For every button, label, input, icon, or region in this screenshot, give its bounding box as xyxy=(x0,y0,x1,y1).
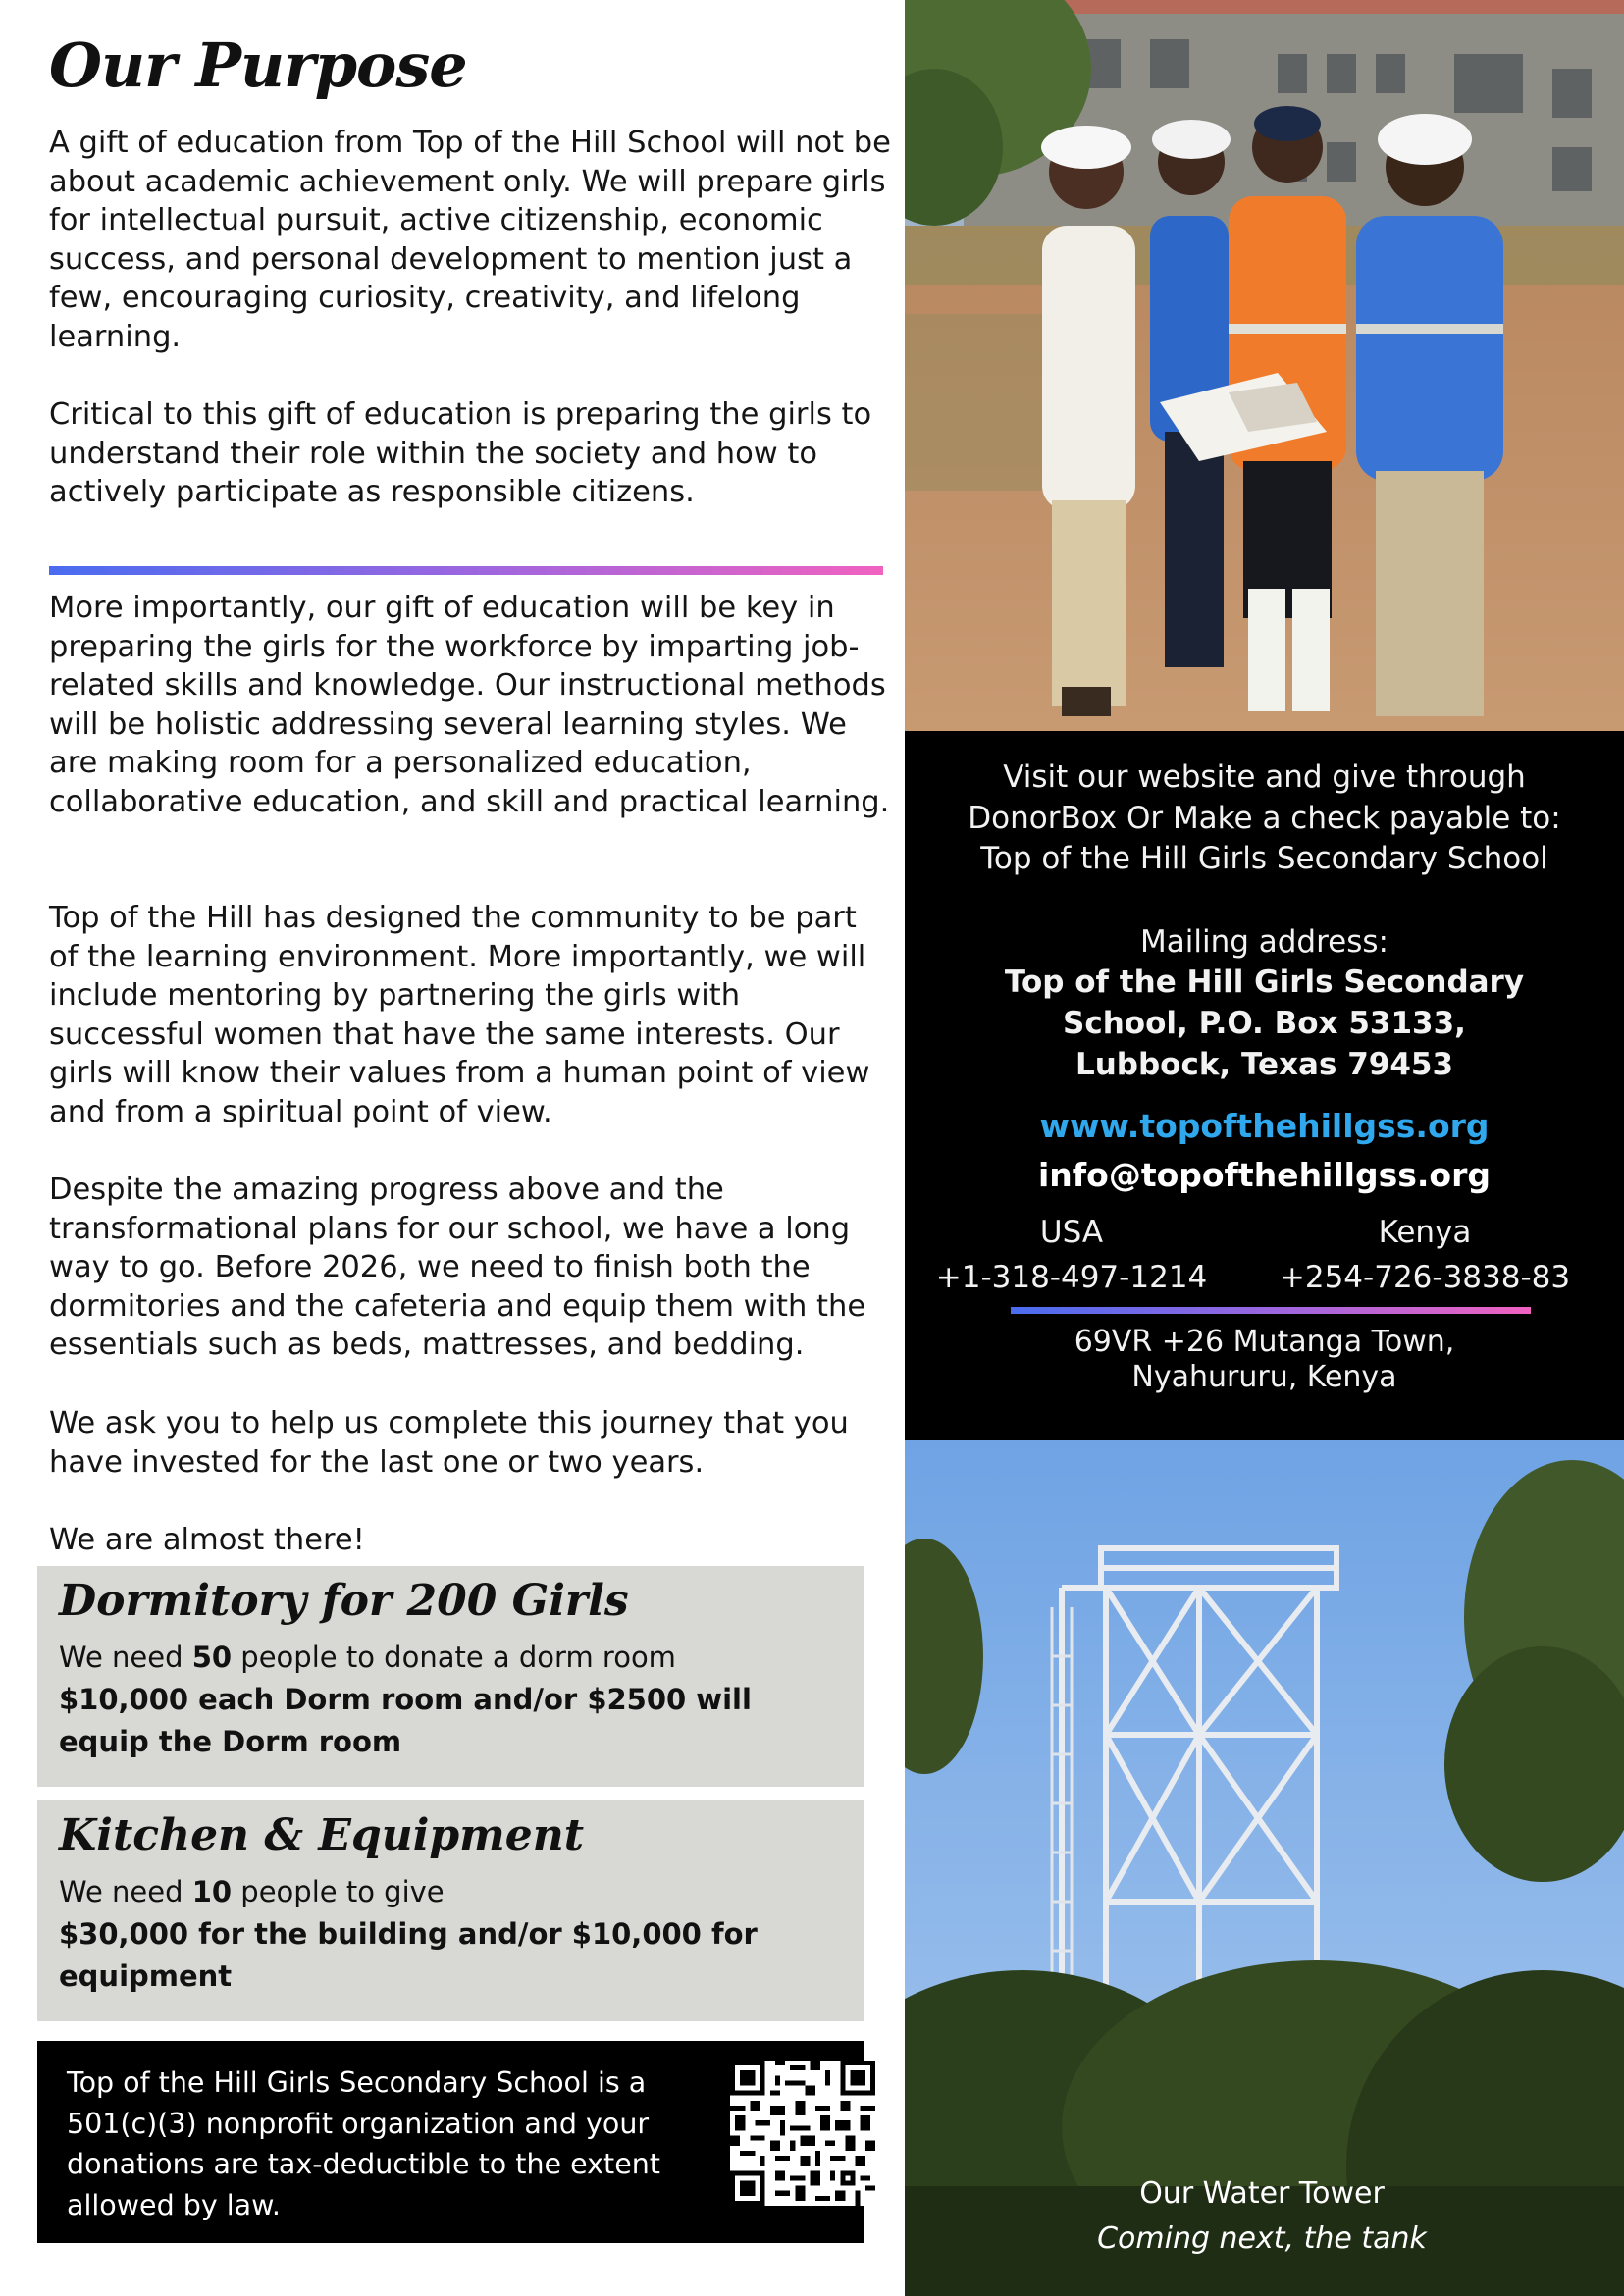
construction-team-photo xyxy=(905,0,1624,731)
donation-instructions: Visit our website and give through DonorBox Or Make a check payable to: Top of the Hill Girls Secondary School xyxy=(968,759,1561,876)
purpose-paragraph-3: More importantly, our gift of education will be key in preparing the girls for the workforce by imparting job-related skills and knowledge. Our instructional methods will be holistic addressing several learning styles. We are making room for a personalized education, collaborative education, and skill and practical learning. xyxy=(49,591,890,819)
kitchen-cost: $30,000 for the building and/or $10,000 for equipment xyxy=(59,1917,758,1993)
purpose-paragraph-2: Critical to this gift of education is preparing the girls to understand their role within the society and how to actively participate as responsible citizens. xyxy=(49,397,872,510)
dormitory-box xyxy=(37,1566,864,1787)
mailing-label: Mailing address: xyxy=(1140,924,1388,960)
contact-divider xyxy=(1011,1307,1531,1314)
water-tower-photo xyxy=(905,1440,1624,2296)
dormitory-need: We need 50 people to donate a dorm room xyxy=(59,1641,676,1674)
purpose-paragraph-7: We are almost there! xyxy=(49,1523,365,1557)
kitchen-title: Kitchen & Equipment xyxy=(59,1810,585,1860)
usa-label: USA xyxy=(1039,1215,1104,1250)
purpose-paragraph-5: Despite the amazing progress above and the transformational plans for our school, we have a long way to go. Before 2026, we need to finish both the dormitories and the cafeteria and equip them with the essentials such as beds, mattresses, and bedding. xyxy=(49,1173,866,1363)
qr-code-icon[interactable] xyxy=(730,2061,875,2206)
usa-phone[interactable]: +1-318-497-1214 xyxy=(935,1260,1208,1295)
purpose-paragraph-6: We ask you to help us complete this journey that you have invested for the last one or two years. xyxy=(49,1406,849,1480)
section-divider xyxy=(49,566,883,575)
website-link[interactable]: www.topofthehillgss.org xyxy=(1039,1107,1490,1145)
tax-notice-box xyxy=(37,2041,864,2243)
school-location: 69VR +26 Mutanga Town, Nyahururu, Kenya xyxy=(1074,1325,1455,1394)
purpose-paragraph-1: A gift of education from Top of the Hill School will not be about academic achievement only. We will prepare girls for intellectual pursuit, active citizenship, economic success, and personal development to mention just a few, encouraging curiosity, creativity, and lifelong learning. xyxy=(49,126,891,354)
email-link[interactable]: info@topofthehillgss.org xyxy=(1037,1156,1492,1194)
mailing-address: Top of the Hill Girls Secondary School, P.O. Box 53133, Lubbock, Texas 79453 xyxy=(1004,965,1525,1082)
page-title: Our Purpose xyxy=(49,29,467,101)
purpose-paragraph-4: Top of the Hill has designed the community to be part of the learning environment. More importantly, we will include mentoring by partnering the girls with successful women that have the same interests. Our girls will know their values from a human point of view and from a spiritual point of view. xyxy=(49,901,870,1129)
kitchen-need-count: 10 xyxy=(191,1875,233,1908)
contact-column xyxy=(905,0,1624,2296)
kitchen-box xyxy=(37,1800,864,2021)
kenya-label: Kenya xyxy=(1378,1215,1472,1250)
tax-notice-text: Top of the Hill Girls Secondary School is a 501(c)(3) nonprofit organization and your donations are tax-deductible to the extent allowed by law. xyxy=(67,2066,660,2221)
dormitory-title: Dormitory for 200 Girls xyxy=(59,1576,629,1626)
kitchen-need: We need 10 people to give xyxy=(59,1875,445,1908)
water-tower-subcaption: Coming next, the tank xyxy=(1097,2221,1427,2256)
water-tower-caption: Our Water Tower xyxy=(1139,2176,1385,2211)
dormitory-need-count: 50 xyxy=(191,1641,233,1674)
kenya-phone[interactable]: +254-726-3838-83 xyxy=(1279,1260,1571,1295)
dormitory-cost: $10,000 each Dorm room and/or $2500 will equip the Dorm room xyxy=(59,1683,752,1758)
